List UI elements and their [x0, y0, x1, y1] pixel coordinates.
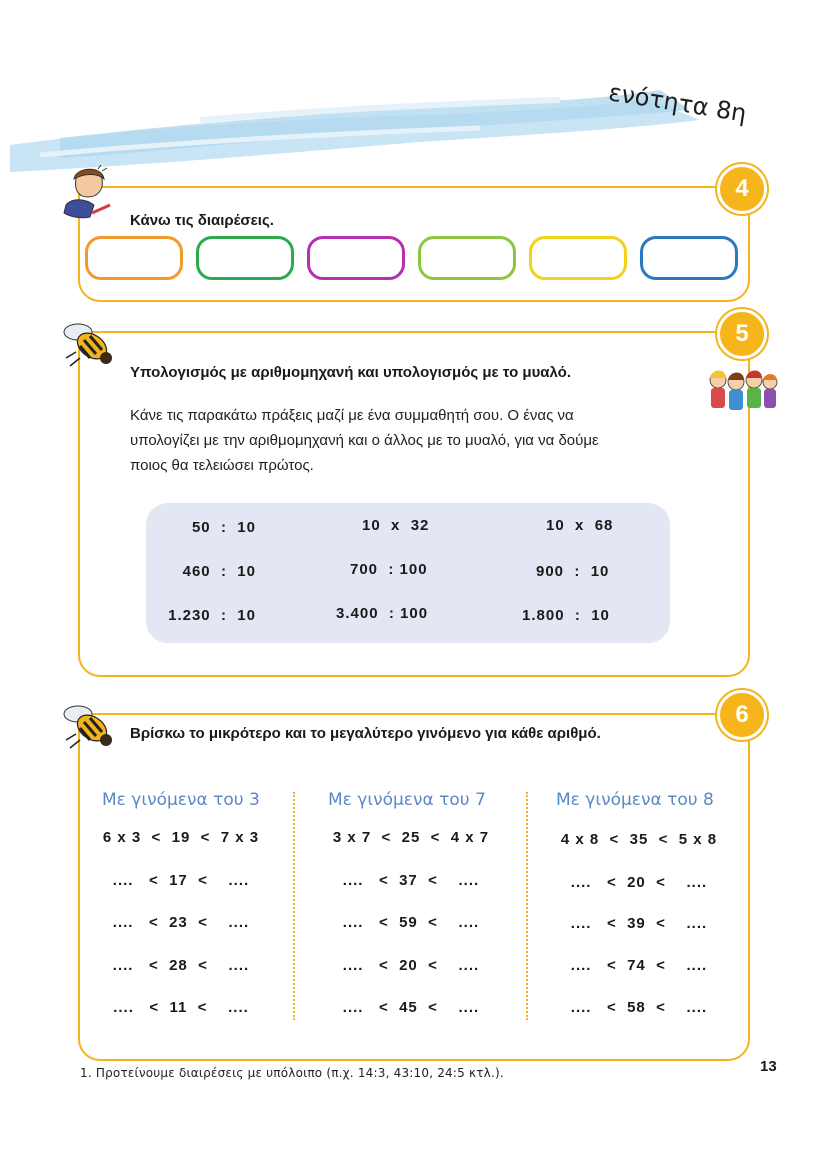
- operation-cell: 900 : 10: [536, 563, 610, 580]
- inequality-row: .... < 17 < ....: [112, 872, 250, 889]
- section-6-heading: Βρίσκω το μικρότερο και το μεγαλύτερο γινόμενο για κάθε αριθμό.: [130, 725, 601, 742]
- answer-box[interactable]: [196, 236, 294, 280]
- column-divider: [526, 792, 528, 1020]
- boy-with-pencil-illustration: [58, 165, 120, 227]
- operation-cell: 10 x 32: [362, 517, 430, 534]
- instruction-line: υπολογίζει με την αριθμομηχανή και ο άλλος με το μυαλό, για να δούμε: [130, 432, 599, 449]
- operation-cell: 3.400 : 100: [336, 605, 429, 622]
- section-4-badge: 4: [717, 164, 767, 214]
- operation-cell: 460 : 10: [182, 563, 256, 580]
- section-5-heading: Υπολογισμός με αριθμομηχανή και υπολογισμός με το μυαλό.: [130, 364, 572, 381]
- answer-box[interactable]: [85, 236, 183, 280]
- operation-cell: 10 x 68: [546, 517, 614, 534]
- footnote: 1. Προτείνουμε διαιρέσεις με υπόλοιπο (π.χ. 14:3, 43:10, 24:5 κτλ.).: [80, 1066, 504, 1080]
- section-4-heading: Κάνω τις διαιρέσεις.: [130, 212, 274, 229]
- inequality-row: .... < 45 < ....: [342, 999, 480, 1016]
- operation-cell: 700 : 100: [350, 561, 428, 578]
- column-divider: [293, 792, 295, 1020]
- operation-cell: 1.800 : 10: [522, 607, 610, 624]
- inequality-row: .... < 39 < ....: [570, 915, 708, 932]
- kids-group-illustration: [706, 368, 780, 418]
- bee-illustration: [60, 700, 118, 752]
- answer-box[interactable]: [640, 236, 738, 280]
- inequality-row: 4 x 8 < 35 < 5 x 8: [560, 831, 718, 848]
- instruction-line: ποιος θα τελειώσει πρώτος.: [130, 457, 314, 474]
- column-title: Με γινόμενα του 8: [556, 790, 714, 810]
- operation-cell: 1.230 : 10: [168, 607, 256, 624]
- section-5-badge: 5: [717, 309, 767, 359]
- section-5-instructions: [130, 403, 710, 478]
- unit-title: ενότητα 8η: [606, 78, 749, 128]
- inequality-row: 6 x 3 < 19 < 7 x 3: [102, 829, 260, 846]
- page-number: 13: [760, 1058, 777, 1075]
- inequality-row: .... < 20 < ....: [570, 874, 708, 891]
- column-title: Με γινόμενα του 7: [328, 790, 486, 810]
- inequality-row: .... < 59 < ....: [342, 914, 480, 931]
- inequality-row: .... < 37 < ....: [342, 872, 480, 889]
- column-title: Με γινόμενα του 3: [102, 790, 260, 810]
- inequality-row: .... < 11 < ....: [113, 999, 249, 1016]
- operations-panel: [146, 503, 670, 643]
- inequality-row: .... < 20 < ....: [342, 957, 480, 974]
- section-6-badge: 6: [717, 690, 767, 740]
- inequality-row: 3 x 7 < 25 < 4 x 7: [332, 829, 490, 846]
- instruction-line: Κάνε τις παρακάτω πράξεις μαζί με ένα συμμαθητή σου. Ο ένας να: [130, 407, 574, 424]
- operation-cell: 50 : 10: [191, 519, 256, 536]
- inequality-row: .... < 23 < ....: [112, 914, 250, 931]
- answer-box[interactable]: [307, 236, 405, 280]
- answer-box[interactable]: [529, 236, 627, 280]
- bee-illustration: [60, 318, 118, 370]
- inequality-row: .... < 74 < ....: [570, 957, 708, 974]
- inequality-row: .... < 58 < ....: [570, 999, 708, 1016]
- answer-box[interactable]: [418, 236, 516, 280]
- inequality-row: .... < 28 < ....: [112, 957, 250, 974]
